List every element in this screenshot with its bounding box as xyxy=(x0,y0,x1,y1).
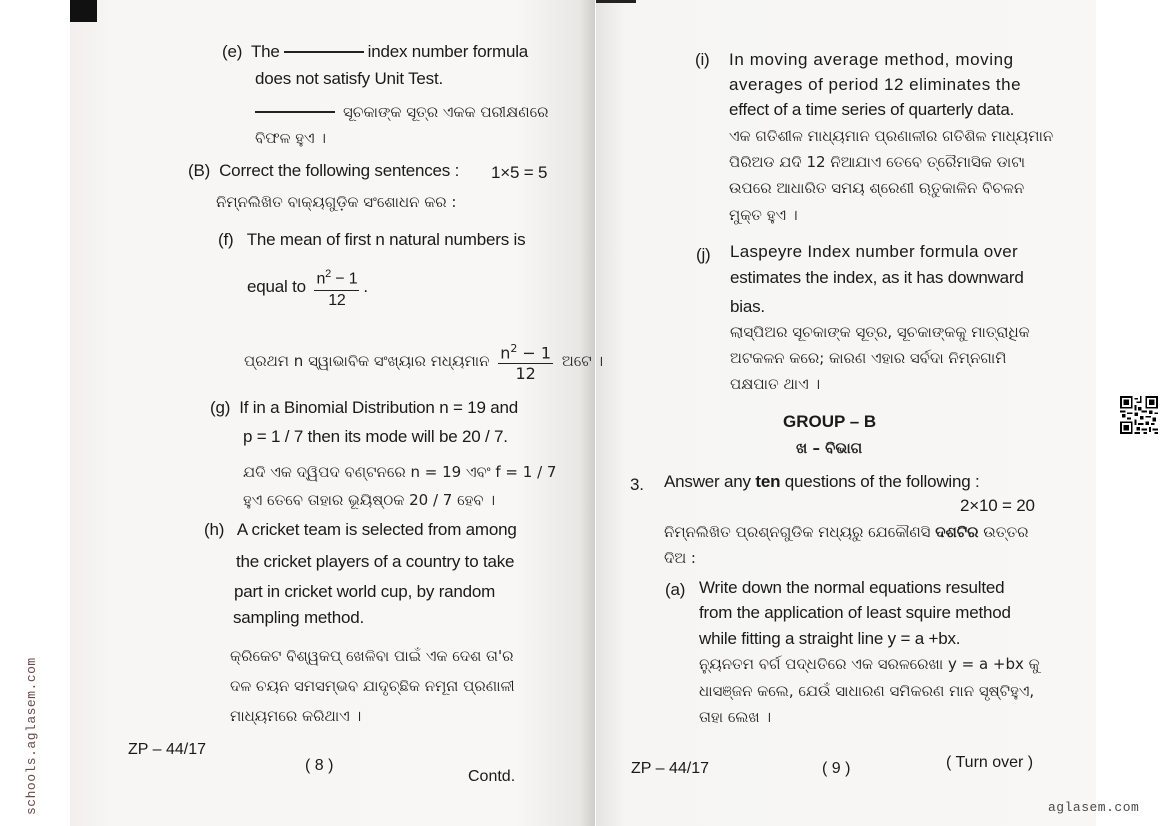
section-label: (B) xyxy=(188,161,211,180)
section-title: Correct the following sentences : xyxy=(219,161,460,180)
group-title: GROUP – B xyxy=(783,412,877,431)
fraction: $\frac{n^2 - 1}{12}$ xyxy=(498,339,553,384)
page-number: ( 8 ) xyxy=(305,757,334,774)
question-number: 3. xyxy=(630,475,644,494)
fill-blank xyxy=(255,111,335,113)
turn-over-label: ( Turn over ) xyxy=(946,754,1034,771)
question-label: (e) xyxy=(222,42,243,61)
paper-code: ZP – 44/17 xyxy=(631,760,709,777)
question-label: (f) xyxy=(218,230,234,249)
scan-edge-mark xyxy=(596,0,636,3)
question-label: (a) xyxy=(665,580,686,599)
paper-code: ZP – 44/17 xyxy=(128,741,206,758)
question-label: (h) xyxy=(204,520,225,539)
scan-corner-mark xyxy=(70,0,97,22)
qr-code-icon xyxy=(1120,396,1158,434)
group-title-odia: ଖ – ବିଭାଗ xyxy=(796,439,863,457)
fraction: $\frac{n^2 - 1}{12}$ xyxy=(314,264,359,310)
watermark-vertical: schools.aglasem.com xyxy=(24,657,39,815)
fill-blank xyxy=(284,51,364,53)
question-label: (j) xyxy=(696,245,711,264)
question-label: (g) xyxy=(210,398,231,417)
section-marks: 1×5 = 5 xyxy=(491,163,548,182)
watermark-bottom-right: aglasem.com xyxy=(1048,800,1140,815)
page-number: ( 9 ) xyxy=(822,760,851,777)
question-label: (i) xyxy=(695,50,710,69)
question-marks: 2×10 = 20 xyxy=(960,496,1035,515)
contd-label: Contd. xyxy=(468,768,516,785)
